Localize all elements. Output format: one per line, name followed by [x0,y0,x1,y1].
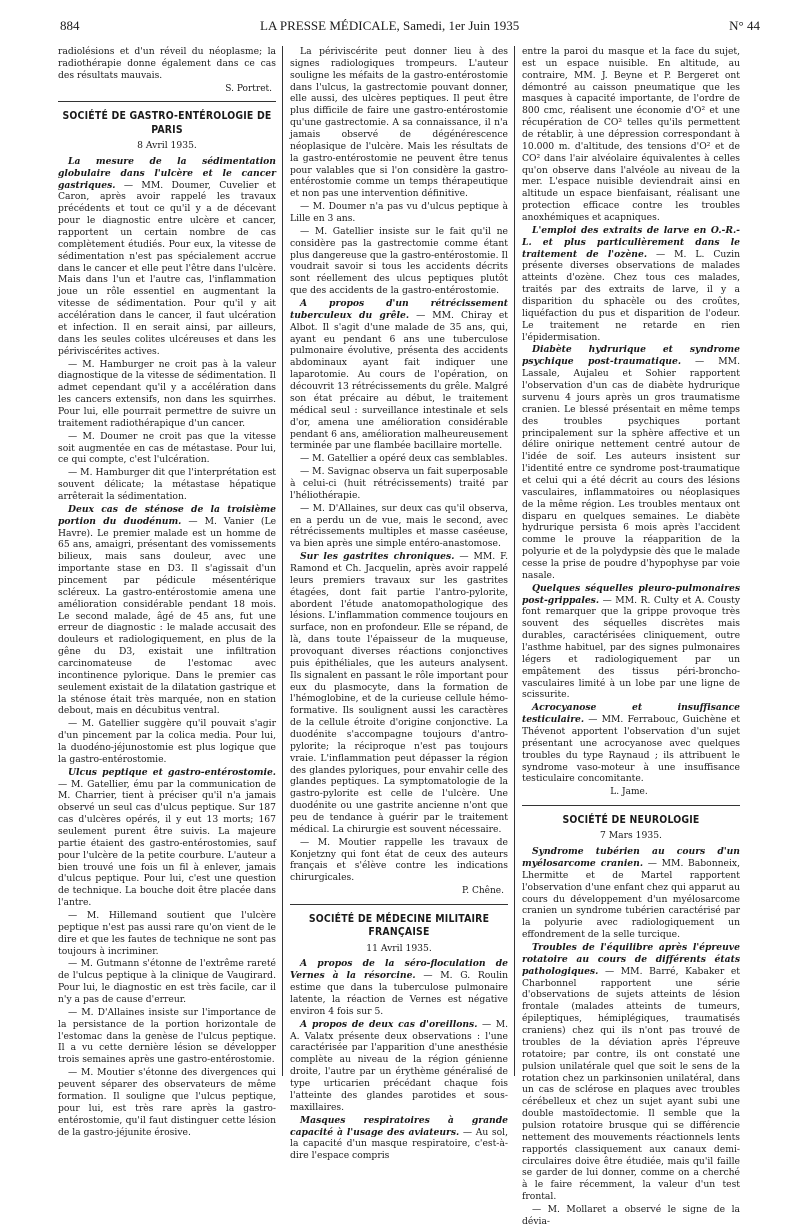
article-paragraph: — M. D'Allaines insiste sur l'importance de la persistance de la portion horizontale de l'estomac dans la genèse de l'ulcus peptique. Il a vu cette dernière lésion se développer trois semaines après une gastro-entérostomie. [58,1006,276,1066]
separator [522,805,740,806]
journal-title: LA PRESSE MÉDICALE, Samedi, 1er Juin 1935 [260,18,520,33]
section-title: SOCIÉTÉ DE GASTRO-ENTÉROLOGIE DE PARIS [62,110,272,136]
article-paragraph: Masques respiratoires à grande capacité à l'usage des aviateurs. — Au sol, la capacité d'un masque respiratoire, c'est-à-dire l'espace compris [290,1114,509,1162]
article-paragraph: A propos d'un rétrécissement tuberculeux du grêle. — MM. Chiray et Albot. Il s'agit d'une malade de 35 ans, qui, ayant eu pendant 6 ans une tuberculose pulmonaire évolutive, présenta des accidents abdominaux ayant fait indiquer une laparotomie. Au cours de l'opération, on découvrit 13 rétrécissements du grêle. Malgré son état précaire au début, le traitement médical seul : surveillance intestinale et sels d'or, amena une amélioration considérable pendant 6 ans, amélioration malheureusement terminée par une flambée bacillaire mortelle. [290,298,509,452]
page-number: 884 [60,18,80,33]
article-paragraph: Deux cas de sténose de la troisième portion du duodénum. — M. Vanier (Le Havre). Le premier malade est un homme de 65 ans, amaigri, présentant des vomissements bilieux, mais sans douleur, avec une importante stase en D3. Il s'agissait d'un pincement par pédicule mésentérique scléreux. La gastro-entérostomie amena une amélioration considérable pendant 18 mois. Le second malade, âgé de 45 ans, fut une erreur de diagnostic : le malade accusait des douleurs et radiologiquement, en plus de la gêne du D3, existait une infiltration carcinomateuse de l'estomac avec incontinence pylorique. Dans le premier cas seulement existait de la dilatation gastrique et la sténose était très marquée, non en station debout, mais en décubitus ventral. [58,503,277,717]
article-paragraph: — M. Doumer n'a pas vu d'ulcus peptique à Lille en 3 ans. [290,201,508,225]
article-title: Quelques séquelles pleuro-pulmonaires post-grippales. [522,582,740,606]
article-paragraph: — M. D'Allaines, sur deux cas qu'il observa, en a perdu un de vue, mais le second, avec rétrécissements multiples et masse caséeuse, va bien après une simple entéro-anastomose. [290,502,508,550]
section-date: 8 Avril 1935. [137,140,197,152]
page-header [60,18,760,38]
article-title: A propos de la séro-floculation de Vernes à la résorcine. [290,958,508,982]
article-paragraph: La mesure de la sédimentation globulaire dans l'ulcère et le cancer gastriques. — MM. Doumer, Cuvelier et Caron, après avoir rappelé les travaux précédents et tout ce qu'il y a de décevant pour le diagnostic entre ulcère et cancer, rapportent un certain nombre de cas complètement étudiés. Pour eux, la vitesse de sédimentation n'est pas spécialement accrue dans le cancer et elle peut l'être dans l'ulcère. Mais dans l'un et l'autre cas, l'inflammation joue un rôle essentiel en augmentant la vitesse de sédimentation. Pour qu'il y ait accélération dans le cancer, il faut ulcération et infection. Il en serait ainsi, par ailleurs, dans les seules colites ulcéreuses et dans les périviscérites actives. [58,155,276,357]
article-paragraph: — M. Gatellier insiste sur le fait qu'il ne considère pas la gastrectomie comme étant plus dangereuse que la gastro-entérostomie. Il voudrait savoir si tous les accidents décrits sont réellement des ulcus peptiques plutôt que des accidents de la gastro-entérostomie. [290,225,508,297]
issue-number: N° 44 [729,18,760,33]
article-title: La mesure de la sédimentation globulaire dans l'ulcère et le cancer gastriques. [58,155,276,191]
signature: L. Jame. [610,787,648,798]
article-title: Troubles de l'équilibre après l'épreuve rotatoire au cours de différents états pathologiques. [522,942,740,977]
section-date: 7 Mars 1935. [600,830,662,842]
article-title: Acrocyanose et insuffisance testiculaire. [522,702,740,726]
section-title: SOCIÉTÉ DE MÉDECINE MILITAIRE FRANÇAISE [308,912,490,939]
article-paragraph: Diabète hydrurique et syndrome psychique post-traumatique. — MM. Lassale, Aujaleu et Sohier rapportent l'observation d'un cas de diabète hydrurique survenu 4 jours après un gros traumatisme cranien. Le blessé présentait en même temps des troubles psychiques portant principalement sur la sphère affective et un délire onirique nettement centré autour de l'idée de soif. Les auteurs insistent sur l'identité entre ce syndrome post-traumatique et celui qui a été décrit au cours des lésions vasculaires, inflammatoires ou néoplasiques de la même région. Les troubles mentaux ont disparu en quelques semaines. Le diabète hydrurique persista 6 mois après l'accident comme le prouve la réapparition de la polyurie et de la polydypsie dès que le malade cesse la prise de poudre d'hypophyse par voie nasale. [522,344,740,581]
article-paragraph: Troubles de l'équilibre après l'épreuve rotatoire au cours de différents états pathologiques. — MM. Barré, Kabaker et Charbonnel rapportent une série d'observations de sujets atteints de lésion frontale (malades atteints de tumeurs, épileptiques, hémiplégiques, traumatisés craniens) chez qui ils n'ont pas trouvé de troubles de la déviation après l'épreuve rotatoire; par contre, ils ont constaté une pulsion unilatérale quel que soit le sens de la rotation chez un parkinsonien unilatéral, dans un cas de sclérose en plaques avec troubles cérébelleux et chez un sujet ayant subi une double mastoïdectomie. Il semble que la pulsion rotatoire brusque qui se différencie nettement des mouvements réactionnels lents rapportés classiquement aux canaux demi-circulaires doive être étudiée, mais qu'il faille se garder de lui donner, comme on a cherché à le faire récemment, la valeur d'un test frontal. [522,942,741,1203]
article-paragraph: Sur les gastrites chroniques. — MM. F. Ramond et Ch. Jacquelin, après avoir rappelé leurs premiers travaux sur les gastrites étagées, dont fait partie l'antro-pylorite, abordent l'étude anatomopathologique des lésions. L'inflammation commence toujours en surface, non en profondeur. Elle se répand, de là, dans toute l'épaisseur de la muqueuse, provoquant diverses réactions conjonctives puis épithéliales, que les auteurs analysent. Ils signalent en passant le rôle important pour eux du plasmocyte, dans la formation de l'hémoglobine, et de la curieuse cellule hémo-formative. Ils soulignent aussi les caractères de la cellule étroite d'origine conjonctive. La duodénite s'accompagne toujours d'antro-pylorite; la réciproque n'est pas toujours vraie. L'inflammation peut dépasser la région des glandes pyloriques, pour envahir celle des glandes peptiques. La symptomatologie de la gastro-pylorite est celle de l'ulcère. Une duodénite ou une gastrite ancienne n'ont que peu de tendance à guérir par le traitement médical. La chirurgie est souvent nécessaire. [290,551,508,835]
article-title: L'emploi des extraits de larve en O.-R.-L. et plus particulièrement dans le traitement de l'ozène. [522,224,740,260]
signature: S. Portret. [225,83,272,94]
column-rule-right [514,46,515,1076]
article-paragraph: Acrocyanose et insuffisance testiculaire. — MM. Ferrabouc, Guichène et Thévenot apportent l'observation d'un sujet présentant une acrocyanose avec quelques troubles du type Raynaud ; ils attribuent le syndrome vaso-moteur à une insuffisance testiculaire concomitante. [522,702,741,785]
signature: P. Chêne. [462,886,504,897]
section-date: 11 Avril 1935. [366,942,432,954]
article-paragraph: Ulcus peptique et gastro-entérostomie. — M. Gatellier, ému par la communication de M. Charrier, tient à préciser qu'il n'a jamais observé un seul cas d'ulcus peptique. Sur 187 cas d'ulcères opérés, il y eut 13 morts; 167 seulement purent être suivis. La majeure partie étaient des gastro-entérostomies, sauf pour l'ulcère de la petite courbure. L'auteur a bien trouvé une fois un fil à enlever, jamais d'ulcus peptique. Pour lui, c'est une question de technique. La bouche doit être placée dans l'antre. [58,766,276,909]
column-rule-left [282,46,283,1076]
intro-paragraph: radiolésions et d'un réveil du néoplasme; la radiothérapie donne également dans ce cas des résultats mauvais. [58,46,276,81]
article-paragraph: — M. Moutier rappelle les travaux de Konjetzny qui font état de ceux des auteurs français et s'élève contre les indications chirurgicales. [290,836,508,884]
article-paragraph: La périviscérite peut donner lieu à des signes radiologiques trompeurs. L'auteur souligne les méfaits de la gastro-entérostomie dans l'ulcus, la gastrectomie pouvant donner, elle aussi, des ulcères peptiques. Il peut être plus difficile de faire une gastro-entérostomie qu'une gastrectomie. A sa connaissance, il n'a jamais observé de dégénérescence néoplasique de l'ulcère. Mais les résultats de la gastro-entérostomie ne peuvent être tenus pour valables que si l'on considère la gastro-entérostomie comme un temps thérapeutique et non pas une intervention définitive. [290,46,508,200]
article-paragraph: entre la paroi du masque et la face du sujet, est un espace nuisible. En altitude, au contraire, MM. J. Beyne et P. Bergeret ont démontré au caisson pneumatique que les masques à capacité importante, de l'ordre de 800 cmc, réalisent une économie d'O² et une récupération de CO² telles qu'ils permettent de rétablir, à une dépression correspondant à 10.000 m. d'altitude, des tensions d'O² et de CO² dans l'air alvéolaire équivalentes à celles qu'on observe dans l'alvéole au niveau de la mer. L'espace nuisible deviendrait ainsi en altitude un espace bienfaisant, réalisant une protection efficace contre les troubles anoxhémiques et acapniques. [522,46,740,224]
article-title: Deux cas de sténose de la troisième portion du duodénum. [58,503,276,527]
article-paragraph: L'emploi des extraits de larve en O.-R.-L. et plus particulièrement dans le traitement de l'ozène. — M. L. Cuzin présente diverses observations de malades atteints d'ozène. Chez tous ces malades, traités par des extraits de larve, il y a disparition du sphacèle ou des croûtes, liquéfaction du pus et disparition de l'odeur. Le traitement ne retarde en rien l'épidermisation. [522,224,741,343]
article-title: Ulcus peptique et gastro-entérostomie. [68,766,276,778]
article-paragraph: — M. Gatellier a opéré deux cas semblables. [300,453,508,465]
article-paragraph: — M. Hamburger dit que l'interprétation est souvent délicate; la métastase hépatique arrêterait la sédimentation. [58,467,276,502]
article-paragraph: — M. Gutmann s'étonne de l'extrême rareté de l'ulcus peptique à la clinique de Vaugirard. Pour lui, le diagnostic en est très facile, car il n'y a pas de cause d'erreur. [58,958,276,1006]
article-paragraph: — M. Moutier s'étonne des divergences qui peuvent séparer des observateurs de même formation. Il souligne que l'ulcus peptique, pour lui, est très rare après la gastro-entérostomie, qu'il faut distinguer cette lésion de la gastro-jéjunite érosive. [58,1067,276,1138]
article-paragraph: Quelques séquelles pleuro-pulmonaires post-grippales. — MM. R. Culty et A. Cousty font remarquer que la grippe provoque très souvent des séquelles discrètes mais durables, caractérisées cliniquement, outre l'asthme habituel, par des signes pulmonaires légers et radiologiquement par un empâtement des tissus péri-broncho-vasculaires limité à un lobe par une ligne de scissurite. [522,582,741,701]
article-paragraph: — M. Doumer ne croit pas que la vitesse soit augmentée en cas de métastase. Pour lui, ce qui compte, c'est l'ulcération. [58,430,276,466]
column-right [522,46,741,1227]
article-title: A propos d'un rétrécissement tuberculeux du grêle. [290,298,508,321]
separator [290,904,508,905]
column-middle [290,46,509,1162]
article-title: Masques respiratoires à grande capacité à l'usage des aviateurs. [290,1114,508,1138]
article-paragraph: A propos de deux cas d'oreillons. — M. A. Valatx présente deux observations : l'une caractérisée par l'apparition d'une anesthésie complète au niveau de la région génienne droite, l'autre par un érythème généralisé de type urticarien précédant chaque fois l'atteinte des glandes parotides et sous-maxillaires. [290,1018,509,1113]
article-paragraph: Syndrome tubérien au cours d'un myélosarcome cranien. — MM. Babonneix, Lhermitte et de Martel rapportent l'observation d'une enfant chez qui apparut au cours du développement d'un myélosarcome cranien un syndrome tubérien caractérisé par la polyurie avec radiologiquement un effondrement de la selle turcique. [522,846,741,941]
article-paragraph: — M. Gatellier suggère qu'il pouvait s'agir d'un pincement par la colica media. Pour lui, la duodéno-jéjunostomie est plus logique que la gastro-entérostomie. [58,718,276,765]
article-paragraph: — M. Hamburger ne croit pas à la valeur diagnostique de la vitesse de sédimentation. Il admet cependant qu'il y a accélération dans les cancers extensifs, non dans les squirrhes. Pour lui, elle pourrait permettre de suivre un traitement radiothérapique d'un cancer. [58,358,276,429]
section-title: SOCIÉTÉ DE NEUROLOGIE [562,813,700,826]
article-paragraph: — M. Savignac observa un fait superposable à celui-ci (huit rétrécissements) traité par l'héliothérapie. [290,466,508,501]
column-left [58,46,277,1138]
article-paragraph: — M. Hillemand soutient que l'ulcère peptique n'est pas aussi rare qu'on vient de le dire et que les fautes de technique ne sont pas toujours à incriminer. [58,910,276,957]
separator [58,101,276,102]
article-paragraph: A propos de la séro-floculation de Vernes à la résorcine. — M. G. Roulin estime que dans la tuberculose pulmonaire latente, la réaction de Vernes est négative environ 4 fois sur 5. [290,958,509,1017]
article-title: Sur les gastrites chroniques. [300,551,455,563]
article-title: A propos de deux cas d'oreillons. [300,1018,478,1030]
article-paragraph: — M. Mollaret a observé le signe de la dévia- [522,1203,740,1227]
article-title: Diabète hydrurique et syndrome psychique post-traumatique. [522,344,740,368]
article-title: Syndrome tubérien au cours d'un myélosarcome cranien. [522,846,740,870]
